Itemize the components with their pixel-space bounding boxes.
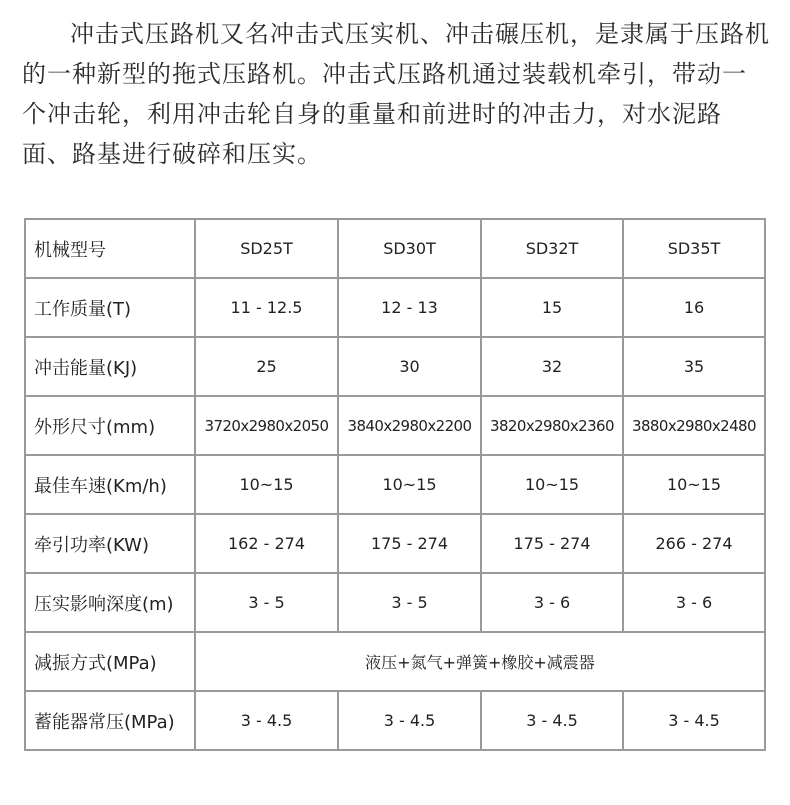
value-cell: 3 - 4.5 bbox=[481, 691, 623, 750]
value-cell: 3 - 4.5 bbox=[338, 691, 481, 750]
merged-value-cell: 液压+氮气+弹簧+橡胶+减震器 bbox=[195, 632, 765, 691]
row-label: 冲击能量(KJ) bbox=[25, 337, 195, 396]
value-cell: 3 - 6 bbox=[623, 573, 765, 632]
table-row bbox=[25, 455, 765, 514]
value-cell: 175 - 274 bbox=[338, 514, 481, 573]
row-label: 工作质量(T) bbox=[25, 278, 195, 337]
intro-text: 冲击式压路机又名冲击式压实机、冲击碾压机，是隶属于压路机的一种新型的拖式压路机。冲击式压路机通过装载机牵引，带动一个冲击轮，利用冲击轮自身的重量和前进时的冲击力，对水泥路面、路基进行破碎和压实。 bbox=[22, 20, 770, 168]
value-cell: 10~15 bbox=[338, 455, 481, 514]
model-cell: SD32T bbox=[481, 219, 623, 278]
model-cell: SD30T bbox=[338, 219, 481, 278]
value-cell: 11 - 12.5 bbox=[195, 278, 338, 337]
value-cell: 30 bbox=[338, 337, 481, 396]
value-cell: 25 bbox=[195, 337, 338, 396]
value-cell: 32 bbox=[481, 337, 623, 396]
intro-paragraph bbox=[22, 14, 770, 174]
value-cell: 175 - 274 bbox=[481, 514, 623, 573]
value-cell: 35 bbox=[623, 337, 765, 396]
value-cell: 3 - 6 bbox=[481, 573, 623, 632]
model-cell: SD35T bbox=[623, 219, 765, 278]
model-cell: SD25T bbox=[195, 219, 338, 278]
value-cell: 266 - 274 bbox=[623, 514, 765, 573]
header-row bbox=[25, 219, 765, 278]
header-label: 机械型号 bbox=[25, 219, 195, 278]
table-row bbox=[25, 396, 765, 455]
table-row bbox=[25, 573, 765, 632]
value-cell: 3840x2980x2200 bbox=[338, 396, 481, 455]
value-cell: 3820x2980x2360 bbox=[481, 396, 623, 455]
table-row bbox=[25, 691, 765, 750]
value-cell: 3 - 5 bbox=[195, 573, 338, 632]
value-cell: 12 - 13 bbox=[338, 278, 481, 337]
value-cell: 10~15 bbox=[623, 455, 765, 514]
value-cell: 3 - 4.5 bbox=[195, 691, 338, 750]
value-cell: 162 - 274 bbox=[195, 514, 338, 573]
value-cell: 10~15 bbox=[481, 455, 623, 514]
spec-table bbox=[24, 218, 766, 751]
row-label: 最佳车速(Km/h) bbox=[25, 455, 195, 514]
table-row bbox=[25, 514, 765, 573]
value-cell: 10~15 bbox=[195, 455, 338, 514]
table-row bbox=[25, 337, 765, 396]
value-cell: 15 bbox=[481, 278, 623, 337]
value-cell: 16 bbox=[623, 278, 765, 337]
row-label: 外形尺寸(mm) bbox=[25, 396, 195, 455]
table-row bbox=[25, 632, 765, 691]
row-label: 压实影响深度(m) bbox=[25, 573, 195, 632]
row-label: 蓄能器常压(MPa) bbox=[25, 691, 195, 750]
table-row bbox=[25, 278, 765, 337]
row-label: 减振方式(MPa) bbox=[25, 632, 195, 691]
value-cell: 3720x2980x2050 bbox=[195, 396, 338, 455]
value-cell: 3880x2980x2480 bbox=[623, 396, 765, 455]
value-cell: 3 - 4.5 bbox=[623, 691, 765, 750]
value-cell: 3 - 5 bbox=[338, 573, 481, 632]
row-label: 牵引功率(KW) bbox=[25, 514, 195, 573]
